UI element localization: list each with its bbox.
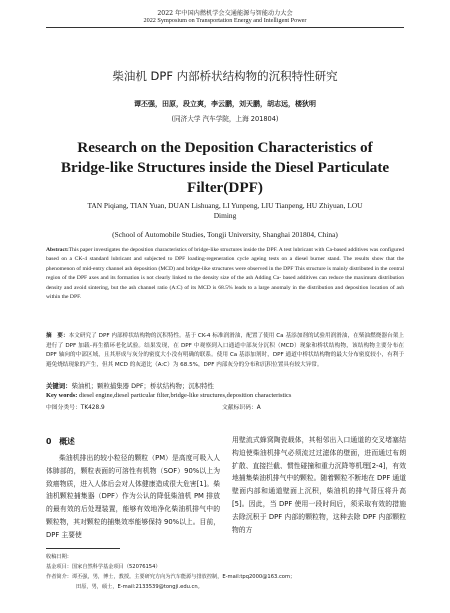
affiliation-en: (School of Automobile Studies, Tongji University, Shanghai 201804, China)	[112, 230, 338, 239]
body-column-left: 柴油机排出的较小粒径的颗粒（PM）是高度可吸入人体肺部的，颗粒表面的可溶性有机物（SOF）90%以上为致癌物质，进入人体后会对人体健康造成很大危害[1]。柴油机颗粒捕集器（DPF）作为公认的降低柴油机 PM 排放的最有效的后处理装置，能够有效地净化柴油机排气中的颗粒物，其对颗粒的捕集效率能够保持 90%以上。目前，DPF 主要使	[46, 454, 220, 539]
authors-en: TAN Piqiang, TIAN Yuan, DUAN Lishuang, LI Yunpeng, LIU Tianpeng, HU Zhiyuan, LOU Diming	[87, 201, 363, 220]
footnote-received: 收稿日期：	[46, 554, 72, 560]
body-column-right: 用壁流式蜂窝陶瓷载体，其相邻出入口通道的交叉堵塞结构迫使柴油机排气必须流过过滤体的壁面，进而通过布朗扩散、直接拦截、惯性碰撞和重力沉降等机理[2-4]，有效地捕集柴油机排气中的颗粒。随着颗粒不断地在 DPF 通道壁面内部和通道壁面上沉积，柴油机的排气背压将升高[5]。因此，当 DPF 使用一段时间后，须采取有效的措施去除沉积于 DPF 内部的颗粒物，这种去除 DPF 内部颗粒物的方	[232, 436, 406, 534]
keywords-cn	[46, 381, 404, 390]
title-en-line: Bridge-like Structures inside the Diesel Particulate	[60, 159, 390, 176]
keywords-en-text: diesel engine,diesel particular filter,bridge-like structures,deposition characteristics	[79, 392, 292, 399]
abstract-en	[46, 246, 404, 302]
classification	[46, 402, 404, 411]
document-code: 文献标识码：A	[222, 405, 261, 411]
footnote-funding: 基金项目：国家自然科学基金项目（52076154）	[46, 564, 161, 570]
footnote-author-1: 作者简介：谭丕强，男，博士，教授。主要研究方向为汽车能源与排放控制，E-mail:tpq2000@163.com；	[46, 574, 296, 580]
abstract-en-text: This paper investigates the deposition characteristics of bridge-like structures inside the DPF. A test lubricant with Ca-based additives was configured based on a CK-4 standard lubricant and subjected to DPF loading-regeneration cycle ageing tests on a diesel burner stand. The results show that the phenomenon of mid-entry channel ash deposition (MCD) and bridge-like structures were observed in the DPF This structure is mainly distributed in the central region of the DPF axes and its formation is not clearly linked to the density size of the ash Adding Ca- based additives can reduce the maximum distribution density and avoid sintering, but the ash channel ratio (A:C) of its MCD is 68.5% leads to a large anomaly in the distribution and deposition location of ash within the DPF.	[46, 247, 404, 301]
title-en-line: Research on the Deposition Characteristics of	[77, 139, 373, 156]
authors-cn: 谭丕强，田原，段立爽，李云鹏，刘天鹏，胡志远，楼狄明	[134, 100, 316, 108]
paper-title-en	[40, 138, 410, 198]
abstract-cn	[46, 332, 404, 370]
keywords-en	[46, 392, 404, 399]
abstract-cn-label: 摘 要：	[46, 333, 69, 339]
footnote-rule	[46, 548, 120, 549]
section-heading: 0 概述	[46, 437, 75, 446]
header-rule	[46, 27, 404, 28]
keywords-en-label: Key words:	[46, 392, 80, 399]
keywords-cn-label: 关键词：	[46, 382, 72, 390]
abstract-cn-text: 本文研究了 DPF 内部桥状结构物的沉积特性。基于 CK-4 标准润滑油，配置了使用 Ca 基添加剂的试验用润滑油，在柴油燃烧器台架上进行了 DPF 加载-再生循环老化试验。结果发现，在 DPF 中观察到入口通道中部灰分沉积（MCD）现象和桥状结构物，该结构物主要分布在 DPF 轴向的中部区域，且其形成与灰分的密度大小没有明确的联系。使用 Ca 基添加剂时，DPF 通道中桥状结构物的最大分布密度较小，有利于避免烧结现象的产生，但其 MCD 的灰道比（A:C）为 68.5%，DPF 内部灰分的分布和沉积位置具有较大异常。	[46, 333, 404, 368]
clc-number: 中图分类号：TK428.9	[46, 405, 105, 411]
title-en-line: Filter(DPF)	[187, 179, 263, 196]
paper-title-cn: 柴油机 DPF 内部桥状结构物的沉积特性研究	[112, 69, 338, 83]
affiliation-cn: (同济大学 汽车学院，上海 201804)	[171, 115, 279, 123]
footnote-author-2: 田原，男，硕士，E-mail:2133539@tongji.edu.cn。	[76, 584, 203, 590]
conference-header-en: 2022 Symposium on Transportation Energy and Intelligent Power	[143, 17, 307, 24]
keywords-cn-text: 柴油机；颗粒捕集器 DPF；桥状结构物；沉积特性	[71, 382, 214, 390]
conference-header-cn: 2022 年中国内燃机学会交通能源与智能动力大会	[157, 10, 293, 17]
abstract-en-label: Abstract:	[46, 247, 69, 253]
